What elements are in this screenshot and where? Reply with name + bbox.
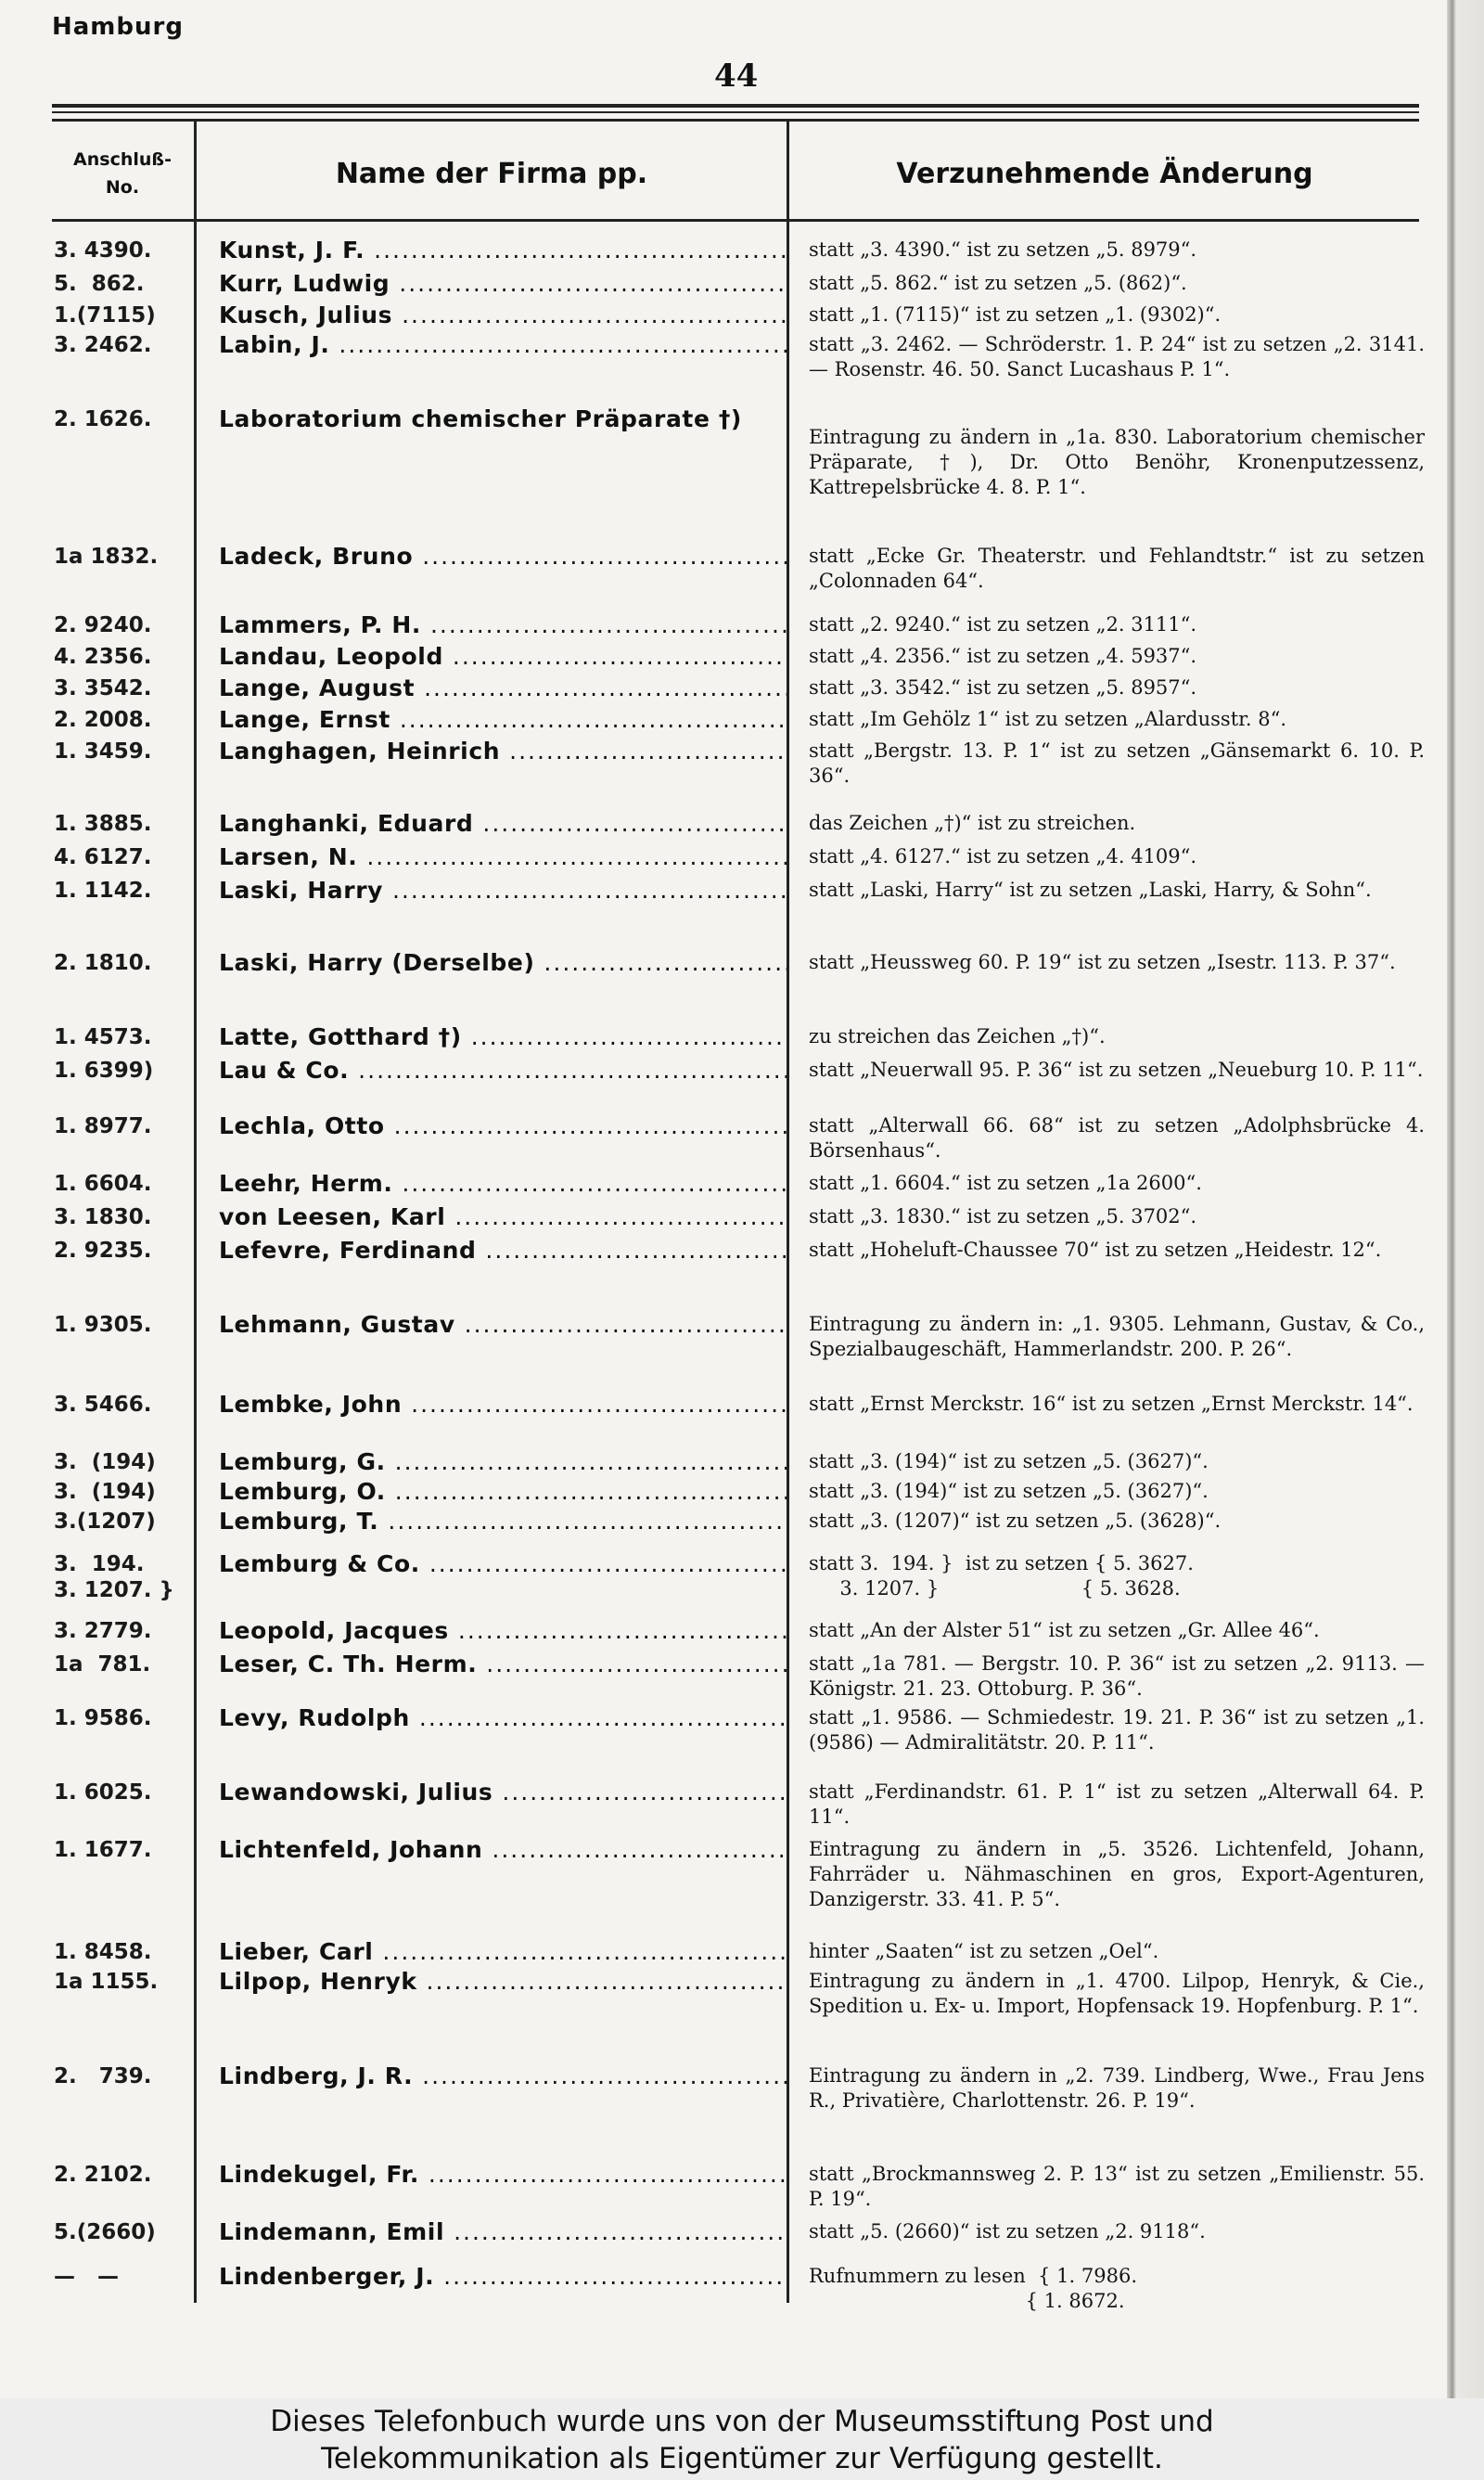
next-page-edge <box>1447 0 1484 2398</box>
entry-change: statt „1a 781. — Bergstr. 10. P. 36“ ist zu setzen „2. 9113. — Königstr. 21. 23. Ottoburg. P. 36“. <box>809 1652 1425 1700</box>
entry-number: 1. 6399) <box>54 1059 154 1083</box>
entry-change: statt „3. 2462. — Schröderstr. 1. P. 24“ ist zu setzen „2. 3141. — Rosenstr. 46. 50. Sanct Lucashaus P. 1“. <box>809 333 1425 380</box>
entry-change: das Zeichen „†)“ ist zu streichen. <box>809 812 1136 834</box>
entry-change: Eintragung zu ändern in „5. 3526. Lichtenfeld, Johann, Fahrräder u. Nähmaschinen en gros, Export-Agenturen, Danzigerstr. 33. 41. P. 5“. <box>809 1838 1425 1910</box>
entry-number: 1. 1142. <box>54 879 152 903</box>
entry-change: statt „Ecke Gr. Theaterstr. und Fehlandtstr.“ ist zu setzen „Colonnaden 64“. <box>809 545 1425 592</box>
entry-number: 3. 5466. <box>54 1393 152 1417</box>
entry-name: Lindekugel, Fr. ..... <box>219 2162 787 2188</box>
entry-change: statt „1. 6604.“ ist zu setzen „1a 2600“. <box>809 1172 1202 1194</box>
entry-number: 2. 1626. <box>54 407 152 431</box>
entry-number: 2. 739. <box>54 2064 152 2088</box>
entry-name: Lindberg, J. R. ..... <box>219 2063 787 2089</box>
entry-name: Lindemann, Emil ..... <box>219 2219 787 2245</box>
entry-name: Lammers, P. H. ..... <box>219 612 787 638</box>
entry-name: Kusch, Julius ..... <box>219 302 787 328</box>
entry-change: statt „1. (7115)“ ist zu setzen „1. (9302)“. <box>809 303 1222 326</box>
footer-notice <box>0 2398 1484 2480</box>
entry-change: Eintragung zu ändern in „1. 4700. Lilpop, Henryk, & Cie., Spedition u. Ex- u. Import, Hopfensack 19. Hopfenburg. P. 1“. <box>809 1970 1425 2017</box>
entry-change: statt „Neuerwall 95. P. 36“ ist zu setzen „Neueburg 10. P. 11“. <box>809 1059 1424 1081</box>
entry-number: 1. 4573. <box>54 1025 152 1049</box>
entry-number: 5.(2660) <box>54 2220 156 2244</box>
entry-change: statt „3. (1207)“ ist zu setzen „5. (3628)“. <box>809 1510 1222 1532</box>
entry-change: statt „4. 2356.“ ist zu setzen „4. 5937“. <box>809 645 1197 667</box>
entry-change: statt „3. 1830.“ ist zu setzen „5. 3702“. <box>809 1205 1197 1227</box>
entry-number: 1. 9305. <box>54 1313 152 1337</box>
entry-name: Lemburg & Co. ..... <box>219 1551 787 1577</box>
entry-number: 3. 2462. <box>54 333 152 357</box>
entry-number: 3. 194. 3. 1207. } <box>54 1552 174 1602</box>
entry-change: statt „3. 4390.“ ist zu setzen „5. 8979“. <box>809 238 1197 261</box>
entry-number: 1. 6604. <box>54 1172 152 1196</box>
entry-change: Eintragung zu ändern in „2. 739. Lindberg, Wwe., Frau Jens R., Privatière, Charlottenstr. 26. P. 19“. <box>809 2064 1425 2112</box>
page-number: 44 <box>714 58 759 95</box>
footer-line-1: Dieses Telefonbuch wurde uns von der Museumsstiftung Post und <box>270 2405 1214 2438</box>
entry-change: statt „2. 9240.“ ist zu setzen „2. 3111“. <box>809 613 1197 636</box>
entry-change: statt „3. (194)“ ist zu setzen „5. (3627)“. <box>809 1480 1209 1502</box>
entry-name: Ladeck, Bruno ..... <box>219 544 787 570</box>
entry-name: Lewandowski, Julius ..... <box>219 1780 787 1805</box>
city-heading: Hamburg <box>52 13 184 41</box>
entry-number: 3. 3542. <box>54 676 152 700</box>
entry-number: 1. 3885. <box>54 812 152 836</box>
entry-change: statt „Alterwall 66. 68“ ist zu setzen „Adolphsbrücke 4. Börsenhaus“. <box>809 1114 1425 1162</box>
entry-name: Levy, Rudolph ..... <box>219 1705 787 1731</box>
entry-name: Lieber, Carl ..... <box>219 1939 787 1965</box>
entry-name: Leopold, Jacques ..... <box>219 1618 787 1644</box>
entry-change: Rufnummern zu lesen { 1. 7986. { 1. 8672. <box>809 2265 1138 2312</box>
entry-change: statt „Brockmannsweg 2. P. 13“ ist zu setzen „Emilienstr. 55. P. 19“. <box>809 2163 1425 2210</box>
entry-change: statt „3. 3542.“ ist zu setzen „5. 8957“. <box>809 676 1197 699</box>
footer-line-2: Telekommunikation als Eigentümer zur Verfügung gestellt. <box>321 2442 1163 2475</box>
entry-name: Lau & Co. ..... <box>219 1058 787 1084</box>
entry-number: 4. 6127. <box>54 845 152 869</box>
entry-name: Lefevre, Ferdinand ..... <box>219 1238 787 1264</box>
entry-number: 1. 8458. <box>54 1940 152 1964</box>
entry-name: Lindenberger, J. ..... <box>219 2264 787 2290</box>
entry-number: 3.(1207) <box>54 1510 156 1534</box>
entry-name: Lemburg, T. ..... <box>219 1509 787 1535</box>
entry-change: statt „An der Alster 51“ ist zu setzen „Gr. Allee 46“. <box>809 1619 1320 1641</box>
entry-name: Leehr, Herm. ..... <box>219 1171 787 1197</box>
entry-name: Kurr, Ludwig ..... <box>219 271 787 297</box>
entry-name: Latte, Gotthard †) ..... <box>219 1024 787 1050</box>
entry-number: 1. 6025. <box>54 1780 152 1805</box>
entry-change: statt „5. 862.“ ist zu setzen „5. (862)“. <box>809 272 1187 294</box>
entry-name: Laboratorium chemischer Präparate †) <box>219 406 742 432</box>
entry-change: statt „4. 6127.“ ist zu setzen „4. 4109“. <box>809 845 1197 867</box>
entry-number: 1. 8977. <box>54 1114 152 1138</box>
entry-change: statt „Heussweg 60. P. 19“ ist zu setzen „Isestr. 113. P. 37“. <box>809 951 1396 973</box>
entry-change: statt „3. (194)“ ist zu setzen „5. (3627)“. <box>809 1450 1209 1472</box>
entry-number: 2. 9240. <box>54 613 152 637</box>
entry-number: 1a 1155. <box>54 1970 159 1994</box>
entry-name: Lemburg, O. ..... <box>219 1479 787 1505</box>
entry-number: 1. 9586. <box>54 1706 152 1730</box>
entry-number: 3. (194) <box>54 1450 156 1474</box>
entry-name: Lilpop, Henryk ..... <box>219 1969 787 1995</box>
entry-name: Langhanki, Eduard ..... <box>219 811 787 837</box>
column-header-name: Name der Firma pp. <box>335 157 648 190</box>
entry-number: 3. 2779. <box>54 1619 152 1643</box>
entry-number: 1a 1832. <box>54 545 159 569</box>
entry-change: statt „Laski, Harry“ ist zu setzen „Laski, Harry, & Sohn“. <box>809 879 1372 901</box>
entry-name: Leser, C. Th. Herm. ..... <box>219 1651 787 1677</box>
entry-change: hinter „Saaten“ ist zu setzen „Oel“. <box>809 1940 1159 1962</box>
entry-name: Lange, Ernst ..... <box>219 707 787 733</box>
entry-name: Lehmann, Gustav ..... <box>219 1312 787 1338</box>
column-header-number-line1: Anschluß- <box>73 149 172 170</box>
entry-change: statt „5. (2660)“ ist zu setzen „2. 9118“. <box>809 2220 1206 2242</box>
entry-number: 3. (194) <box>54 1480 156 1504</box>
entry-name: von Leesen, Karl ..... <box>219 1204 787 1230</box>
entry-change: zu streichen das Zeichen „†)“. <box>809 1025 1106 1047</box>
entry-number: 3. 1830. <box>54 1205 152 1229</box>
column-header-change: Verzunehmende Änderung <box>896 157 1313 190</box>
entry-number: 5. 862. <box>54 272 145 296</box>
entry-name: Laski, Harry ..... <box>219 878 787 904</box>
entry-number: 4. 2356. <box>54 645 152 669</box>
entry-number: 1a 781. <box>54 1652 151 1677</box>
entry-name: Lemburg, G. ..... <box>219 1449 787 1475</box>
entry-change: Eintragung zu ändern in „1a. 830. Laboratorium chemischer Präparate, †), Dr. Otto Benöhr, Kronenputzessenz, Kattrepelsbrücke 4. 8. P. 1“. <box>809 426 1425 498</box>
entry-name: Larsen, N. ..... <box>219 844 787 870</box>
entry-name: Labin, J. ..... <box>219 332 787 358</box>
entry-number: — — <box>54 2265 120 2289</box>
entry-number: 3. 4390. <box>54 238 152 263</box>
entry-change: statt „Ferdinandstr. 61. P. 1“ ist zu setzen „Alterwall 64. P. 11“. <box>809 1780 1425 1828</box>
column-header-number-line2: No. <box>105 177 140 198</box>
entry-name: Lembke, John ..... <box>219 1392 787 1418</box>
entry-number: 2. 9235. <box>54 1239 152 1263</box>
entry-name: Laski, Harry (Derselbe) ..... <box>219 950 787 976</box>
entry-name: Kunst, J. F. ..... <box>219 238 787 263</box>
entry-change: statt „Ernst Merckstr. 16“ ist zu setzen „Ernst Merckstr. 14“. <box>809 1393 1414 1415</box>
entry-change: statt „Im Gehölz 1“ ist zu setzen „Alardusstr. 8“. <box>809 708 1286 730</box>
entry-number: 1.(7115) <box>54 303 156 328</box>
entry-name: Landau, Leopold ..... <box>219 644 787 670</box>
entry-number: 1. 1677. <box>54 1838 152 1862</box>
entry-name: Lichtenfeld, Johann ..... <box>219 1837 787 1863</box>
entry-change: Eintragung zu ändern in: „1. 9305. Lehmann, Gustav, & Co., Spezialbaugeschäft, Hammerlandstr. 200. P. 26“. <box>809 1313 1425 1360</box>
entry-change: statt „Bergstr. 13. P. 1“ ist zu setzen „Gänsemarkt 6. 10. P. 36“. <box>809 739 1425 787</box>
entry-name: Lange, August ..... <box>219 675 787 701</box>
entry-number: 2. 2102. <box>54 2163 152 2187</box>
entry-change: statt „1. 9586. — Schmiedestr. 19. 21. P. 36“ ist zu setzen „1. (9586) — Admiralitätstr. 20. P. 11“. <box>809 1706 1425 1754</box>
entry-change: statt 3. 194. } ist zu setzen { 5. 3627. 3. 1207. } { 5. 3628. <box>809 1552 1194 1600</box>
entry-name: Langhagen, Heinrich ..... <box>219 739 787 765</box>
entry-number: 1. 3459. <box>54 739 152 764</box>
entry-change: statt „Hoheluft-Chaussee 70“ ist zu setzen „Heidestr. 12“. <box>809 1239 1382 1261</box>
entry-name: Lechla, Otto ..... <box>219 1113 787 1139</box>
entry-number: 2. 2008. <box>54 708 152 732</box>
entry-number: 2. 1810. <box>54 951 152 975</box>
